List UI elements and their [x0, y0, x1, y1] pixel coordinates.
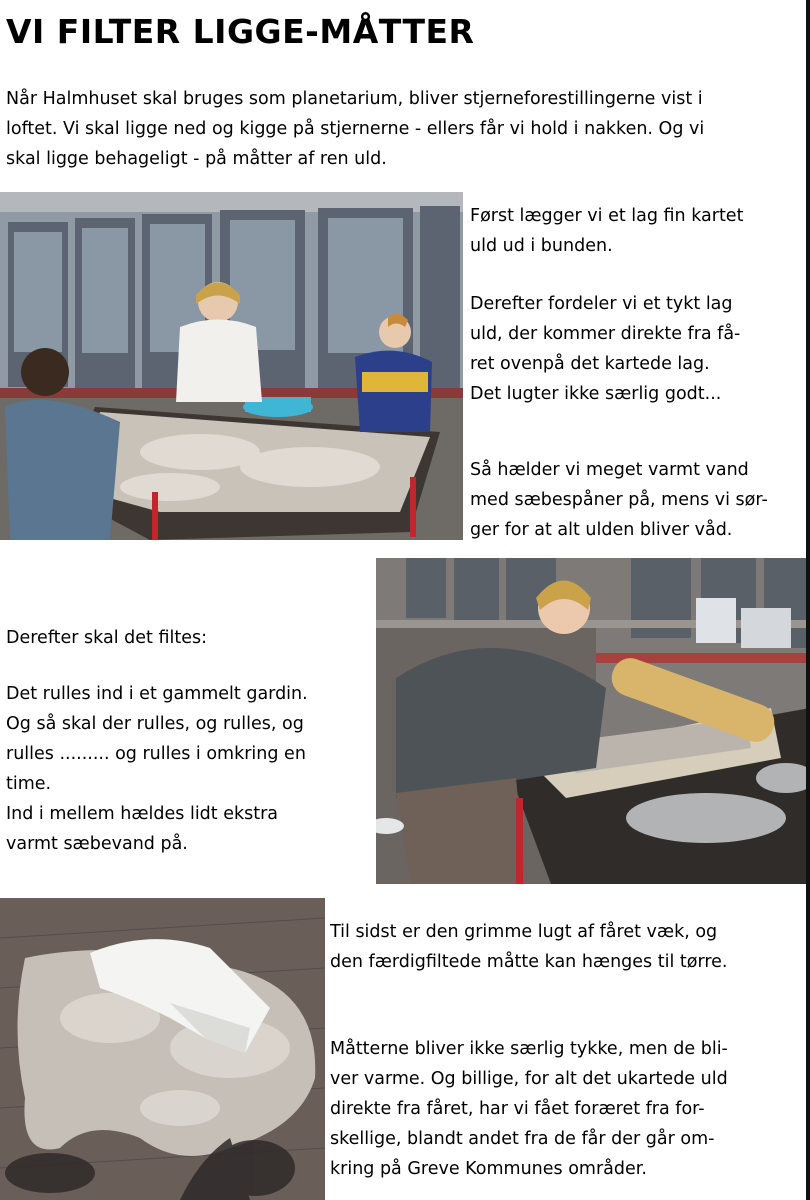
page-title: VI FILTER LIGGE-MÅTTER: [6, 12, 475, 51]
photo-laying-wool: [0, 192, 463, 540]
photo-rolling-felt: [376, 558, 810, 884]
finish-paragraph-1: Til sidst er den grimme lugt af fåret væk, og den færdigfiltede måtte kan hænges til tørre.: [330, 922, 728, 972]
felting-body: Det rulles ind i et gammelt gardin. Og så skal der rulles, og rulles, og rulles ......... og rulles i omkring en time. Ind i mellem hældes lidt ekstra varmt sæbevand på.: [6, 684, 308, 854]
step-2-text: Derefter fordeler vi et tykt lag uld, der kommer direkte fra få- ret ovenpå det kartede lag. Det lugter ikke særlig godt...: [470, 294, 741, 404]
intro-paragraph: Når Halmhuset skal bruges som planetarium, bliver stjerneforestillingerne vist i loftet. Vi skal ligge ned og kigge på stjernerne - ellers får vi hold i nakken. Og vi skal ligge behageligt - på måtter af ren uld.: [6, 89, 705, 169]
photo-rolling-felt-mat-icon: [376, 558, 810, 884]
step-1-text: Først lægger vi et lag fin kartet uld ud i bunden.: [470, 206, 744, 256]
felting-heading: Derefter skal det filtes:: [6, 628, 207, 648]
photo-laying-wool-on-table-icon: [0, 192, 463, 540]
finish-paragraph-2: Måtterne bliver ikke særlig tykke, men de bli- ver varme. Og billige, for alt det ukartede uld direkte fra fåret, har vi fået foræret fra for- skellige, blandt andet fra de får der går om- kring på Greve Kommunes områder.: [330, 1039, 728, 1179]
photo-finished-felt-mat-icon: [0, 898, 325, 1200]
page-edge-rule: [806, 0, 810, 1200]
photo-finished-mat: [0, 898, 325, 1200]
step-3-text: Så hælder vi meget varmt vand med sæbespåner på, mens vi sør- ger for at alt ulden bliver våd.: [470, 460, 768, 540]
